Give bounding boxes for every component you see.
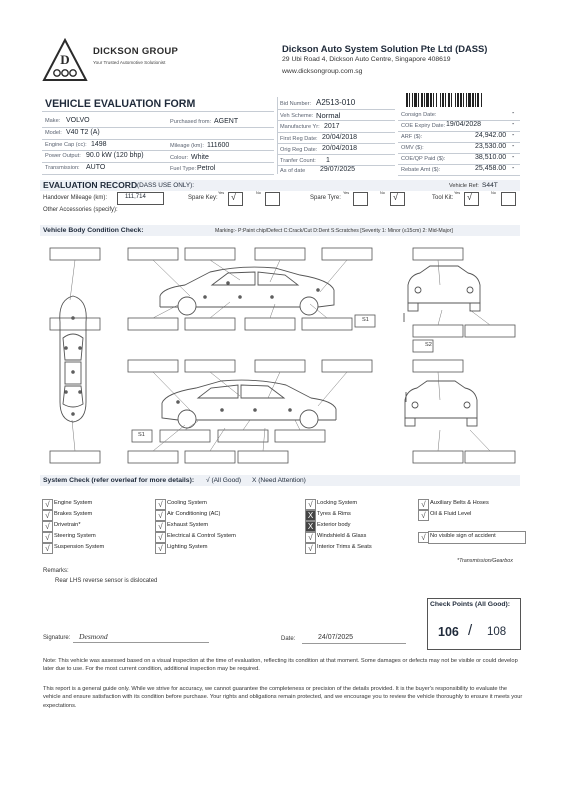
asof-value: 29/07/2025 [320,166,356,173]
system-check-box[interactable]: √ [155,510,166,521]
fuel-value: Petrol [197,165,216,172]
veh-scheme-label: Veh Scheme: [280,113,314,119]
eval-title: EVALUATION RECORD [43,180,138,190]
system-check-box[interactable]: √ [155,543,166,554]
system-check-box[interactable]: √ [305,499,316,510]
system-check-label: Auxiliary Belts & Hoses [430,500,489,506]
engine-value: 1498 [91,141,107,148]
system-check-label: Exterior body [317,522,351,528]
tool-kit-tick: √ [467,192,472,202]
form-title: VEHICLE EVALUATION FORM [45,98,196,110]
orig-reg-label: Orig Reg Date: [280,147,318,153]
svg-text:D: D [60,52,70,67]
system-check-box[interactable]: √ [418,499,429,510]
spare-key-label: Spare Key: [188,195,218,201]
colour-label: Colour: [170,155,189,161]
car-front-view-top [408,266,480,311]
engine-label: Engine Cap (cc): [45,142,87,148]
arf-dash: - [512,132,515,139]
trans-label: Transmission: [45,165,80,171]
company-name: Dickson Auto System Solution Pte Ltd (DASS) [282,43,488,54]
rebate-dash: - [512,165,515,172]
transfer-value: 1 [326,157,330,164]
system-legend-attn: X (Need Attention) [252,477,306,484]
tool-kit-no-label: No [491,191,496,195]
purchased-label: Purchased from: [170,119,212,125]
trans-value: AUTO [86,164,106,171]
damage-label-s1-bottom: S1 [138,432,145,438]
body-check-marking: Marking:- P:Paint chip/Defect C:Crack/Cut D:Dent S:Scratches [Severity 1: Minor (≤15cm) 2: Mid-Major] [215,228,453,234]
system-check-box[interactable]: √ [42,510,53,521]
colour-value: White [191,154,209,161]
system-check-label: Engine System [54,500,93,506]
omv-value: 23,530.00 [475,143,507,150]
spare-key-no-label: No [256,191,261,195]
fuel-label: Fuel Type: [170,166,197,172]
system-check-label: Interior Trims & Seats [317,544,372,550]
coe-exp-dash: - [512,121,515,128]
coe-paid-dash: - [512,154,515,161]
system-check-label: Cooling System [167,500,207,506]
system-check-box[interactable]: √ [42,499,53,510]
system-check-label: No visible sign of accident [430,533,496,539]
make-label: Make: [45,118,61,124]
accident-field [428,531,526,544]
arf-value: 24,942.00 [475,132,507,139]
date-label: Date: [281,636,296,642]
power-label: Power Output: [45,153,81,159]
car-rear-view-bottom [405,381,477,426]
remarks-label: Remarks: [43,568,69,574]
system-check-label: Lighting System [167,544,208,550]
system-check-box[interactable]: √ [418,510,429,521]
handover-label: Handover Mileage (km): [43,195,108,201]
checkpoints-total: 108 [487,626,507,638]
damage-label-s1-top: S1 [362,317,369,323]
system-check-label: Brakes System [54,511,93,517]
car-top-view [60,296,86,422]
spare-key-tick: √ [231,192,236,202]
system-footnote: *Transmission/Gearbox [457,558,513,564]
note-1: Note: This vehicle was assessed based on a visual inspection at the time of evaluation, reflecting its condition at that moment. Some damages or defects may not be visible or could develop later due to use. For the most current condition, additional inspection may be required. [43,658,518,673]
date-value: 24/07/2025 [318,634,354,641]
spare-tyre-yes-label: Yes [343,191,350,195]
damage-label-s2: S2 [425,342,432,348]
system-check-label: Drivetrain* [54,522,81,528]
system-check-box[interactable]: √ [155,499,166,510]
asof-label: As of date [280,168,306,174]
coe-paid-value: 38,510.00 [475,154,507,161]
model-value: V40 T2 (A) [66,129,100,136]
system-check-box[interactable]: √ [155,521,166,532]
system-check-label: Air Conditioning (AC) [167,511,221,517]
checkpoints-slash: / [468,622,473,639]
arf-label: ARF ($): [401,134,423,140]
checkpoints-title: Check Points (All Good): [430,601,511,608]
system-check-label: Steering System [54,533,96,539]
system-check-box[interactable]: √ [418,532,429,543]
logo-tagline: Your Trusted Automotive Solutionist [93,60,166,65]
signature-name: Desmond [79,632,108,641]
damage-boxes [50,248,515,463]
car-side-view-right [160,267,334,315]
system-check-box[interactable]: X [305,510,316,521]
transfer-label: Tranfer Count: [280,158,316,164]
vehicle-ref-value: S44T [482,182,498,189]
omv-label: OMV ($): [401,145,424,151]
manufacture-value: 2017 [324,123,340,130]
bid-label: Bid Number: [280,101,312,107]
system-check-label: Windshield & Glass [317,533,367,539]
system-check-box[interactable]: √ [305,532,316,543]
company-website: www.dicksongroup.com.sg [282,68,363,75]
spare-key-yes-label: Yes [218,191,225,195]
purchased-value: AGENT [214,118,239,125]
consign-label: Consign Date: [401,112,437,118]
spare-tyre-tick: √ [393,192,398,202]
model-label: Model: [45,130,62,136]
system-check-label: Tyres & Rims [317,511,351,517]
system-check-label: Exhaust System [167,522,209,528]
power-value: 90.0 kW (120 bhp) [86,152,144,159]
first-reg-label: First Reg Date: [280,136,318,142]
body-check-title: Vehicle Body Condition Check: [43,227,144,234]
system-check-label: Electrical & Control System [167,533,236,539]
system-check-box[interactable]: √ [42,532,53,543]
other-accessories-label: Other Accessories (specify): [43,207,118,213]
spare-tyre-label: Spare Tyre: [310,195,341,201]
system-check-box[interactable]: √ [155,532,166,543]
coe-exp-value: 19/04/2028 [446,121,482,128]
system-check-label: Locking System [317,500,358,506]
system-check-title: System Check (refer overleaf for more details): [43,477,195,484]
coe-paid-label: COE/QP Paid ($): [401,156,446,162]
coe-exp-label: COE Expiry Date: [401,123,446,129]
veh-scheme-value: Normal [316,111,341,120]
consign-value: - [512,110,515,117]
remarks-text: Rear LHS reverse sensor is dislocated [55,578,158,584]
tool-kit-label: Tool Kit: [432,195,454,201]
system-check-box[interactable]: √ [305,543,316,554]
bid-value: A2513-010 [316,98,356,107]
leader-lines [70,260,490,451]
car-side-view-left [162,380,336,428]
mileage-value: 111600 [207,142,230,149]
omv-dash: - [512,143,515,150]
note-2: This report is a general guide only. While we strive for accuracy, we cannot guarantee the completeness or precision of the details provided. It is the buyer's responsibility to evaluate the vehicle and ensure satisfaction with its condition before purchase. Your rights and obligations remain protected, and we encourage you to review the vehicle thoroughly to ensure it meets your expectations. [43,686,523,709]
signature-line [73,642,209,643]
system-check-box[interactable]: √ [42,521,53,532]
first-reg-value: 20/04/2018 [322,134,358,141]
company-address: 29 Ubi Road 4, Dickson Auto Centre, Singapore 408619 [282,56,451,63]
rebate-label: Rebate Amt ($): [401,167,441,173]
mileage-label: Mileage (km): [170,143,204,149]
system-check-label: Suspension System [54,544,105,550]
system-check-label: Oil & Fluid Level [430,511,472,517]
vehicle-ref-label: Vehicle Ref: [449,183,479,189]
orig-reg-value: 20/04/2018 [322,145,358,152]
eval-subtitle: (DASS USE ONLY): [137,182,195,189]
system-legend-ok: √ (All Good) [206,477,242,484]
handover-value: 111,714 [125,194,146,200]
date-line [302,643,406,644]
checkpoints-good: 106 [438,625,459,639]
tool-kit-yes-label: Yes [454,191,461,195]
system-check-box[interactable]: X [305,521,316,532]
make-value: VOLVO [66,117,90,124]
signature-label: Signature: [43,635,71,641]
manufacture-label: Manufacture Yr: [280,124,320,130]
logo-name: DICKSON GROUP [93,46,179,57]
system-check-box[interactable]: √ [42,543,53,554]
spare-tyre-no-label: No [380,191,385,195]
rebate-value: 25,458.00 [475,165,507,172]
